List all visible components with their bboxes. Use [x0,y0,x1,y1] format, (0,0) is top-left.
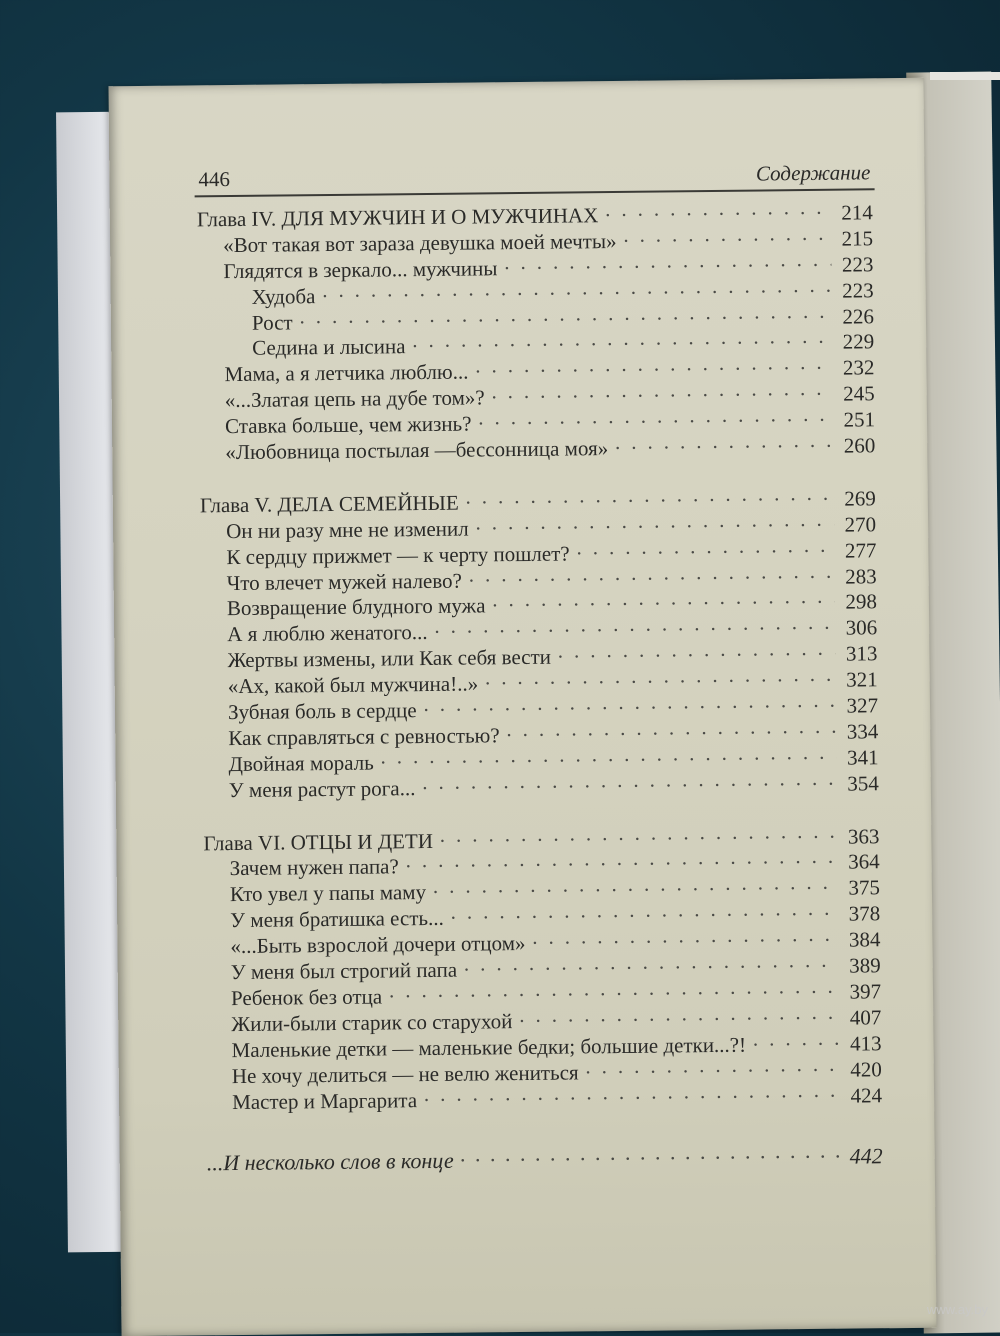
toc-entry-page: 283 [845,563,877,589]
toc-entry-title: Не хочу делиться — не велю жениться [231,1060,579,1088]
toc-entry-title: Глава IV. ДЛЯ МУЖЧИН И О МУЖЧИНАХ [196,203,599,232]
toc-entry-page: 229 [842,329,875,355]
watermark: www.ay.by [926,1302,988,1317]
toc-entry-page: 354 [847,770,879,796]
dot-leader [622,227,831,254]
toc-entry-title: Кто увел у папы маму [229,880,427,907]
toc-entry-page: 277 [844,537,877,563]
toc-entry-title: Возвращение блудного мужа [226,593,486,621]
toc-entry-page: 223 [841,252,874,277]
toc-entry-page: 232 [842,355,875,380]
toc-entry-page: 245 [843,381,875,406]
toc-entry-page: 375 [848,875,881,900]
toc-entry-page: 306 [845,615,878,640]
dot-leader [484,668,836,697]
toc-entry-page: 424 [850,1082,883,1108]
toc-entry-page: 389 [849,953,881,978]
page-header [194,158,874,197]
dot-leader [468,564,835,593]
toc-entry-title: Жертвы измены, или Как себя вести [227,644,552,673]
toc-entry-title: «...Быть взрослой дочери отцом» [230,931,526,959]
dot-leader [388,980,839,1010]
toc-entry-page: 420 [850,1056,882,1082]
dot-leader [411,330,832,359]
dot-leader [433,616,835,645]
toc-entry-page: 341 [846,745,879,770]
toc-entry-page: 334 [846,719,879,744]
toc-entry-page: 226 [842,303,875,329]
toc-entry-title: Зачем нужен папа? [229,854,399,881]
toc-entry-page: 298 [845,589,878,615]
dot-leader [463,954,839,983]
toc-entry-title: У меня был строгий папа [230,957,458,985]
dot-leader [584,1057,839,1085]
dot-leader [474,356,832,385]
toc-entry-title: «Вот такая вот зараза девушка моей мечты» [223,228,617,257]
running-title: Содержание [755,160,871,186]
dot-leader [380,746,837,776]
dot-leader [460,1144,841,1174]
toc-chapter-entry [205,1144,883,1177]
dot-leader [477,408,833,437]
toc-entry-title: Он ни разу мне не изменил [226,516,469,543]
toc-entry-page: 321 [846,667,878,692]
dot-leader [604,201,831,228]
dot-leader [439,824,838,853]
dot-leader [576,538,835,566]
toc-entry-page: 327 [846,693,879,718]
toc-entry-title: Мастер и Маргарита [231,1087,418,1114]
toc-entry-page: 223 [842,277,874,303]
toc-entry-title: Рост [251,309,293,335]
dot-leader [450,902,839,931]
toc-entry-title: Что влечет мужей налево? [226,568,463,595]
toc-entry-title: У меня растут рога... [228,775,416,802]
page-number: 446 [198,167,231,192]
toc-entry-title: А я люблю женатого... [227,620,428,647]
dot-leader [518,1006,839,1034]
dot-leader [475,513,835,542]
book-page [108,78,936,1336]
dot-leader [614,434,833,461]
dot-leader [491,590,835,619]
toc-entry-page: 397 [849,979,882,1004]
toc-entry-title: «...Златая цепь на дубе том»? [224,385,485,413]
toc-entry-page: 413 [849,1030,882,1056]
toc-entry-title: Седина и лысина [252,334,406,361]
toc-entry-page: 364 [848,849,880,875]
dot-leader [752,1031,840,1057]
toc-entry-page: 214 [841,200,873,225]
toc-entry-page: 215 [841,226,874,251]
toc-entry-title: Ставка больше, чем жизнь? [224,411,472,439]
toc-entry-title: Глава VI. ОТЦЫ И ДЕТИ [203,828,434,855]
toc-entry-title: Худоба [251,283,316,309]
toc-entry-page: 269 [844,486,876,511]
toc-entry-title: Двойная мораль [228,750,374,776]
toc-entry-title: Глава V. ДЕЛА СЕМЕЙНЫЕ [199,490,459,518]
toc-entry-page: 260 [843,433,876,458]
toc-entry-title: Зубная боль в сердце [227,698,417,725]
dot-leader [432,876,838,905]
dot-leader [505,720,836,748]
toc-entry-title: Как справляться с ревностью? [228,723,500,751]
dot-leader [423,1083,840,1112]
toc-entry-title: «Любовница постылая —бессонница моя» [225,436,609,465]
dot-leader [423,694,837,723]
dot-leader [465,487,834,516]
toc-entry-title: Маленькие детки — маленькие бедки; большие детки...?! [231,1032,747,1062]
dot-leader [503,253,831,281]
toc-entry-title: «Ах, какой был мужчина!..» [227,671,479,699]
dot-leader [557,642,836,670]
dot-leader [405,850,838,880]
toc-entry-title: Глядятся в зеркало... мужчины [223,256,498,283]
dot-leader [531,928,838,956]
toc-entry-title: К сердцу прижмет — к черту пошлет? [226,541,570,569]
toc-entry-title: Мама, а я летчика люблю... [224,359,469,387]
toc-entry-page: 407 [849,1005,882,1030]
toc-entry-page: 270 [844,512,877,537]
dot-leader [421,771,837,800]
toc-entry-page: 363 [847,823,880,849]
toc-entry-page: 384 [848,927,881,952]
facing-page-top-edge [930,72,1000,80]
toc-entry-page: 313 [845,641,878,666]
table-of-contents [195,200,883,1176]
toc-entry-page: 442 [849,1143,883,1169]
toc-entry-page: 251 [843,407,876,432]
toc-entry-title: ...И несколько слов в конце [206,1148,454,1176]
toc-entry-title: Жили-были старик со старухой [231,1008,513,1036]
dot-leader [490,382,832,411]
toc-entry-page: 378 [848,901,881,926]
toc-entry-title: Ребенок без отца [230,984,383,1011]
toc-entry-title: У меня братишка есть... [230,906,444,933]
